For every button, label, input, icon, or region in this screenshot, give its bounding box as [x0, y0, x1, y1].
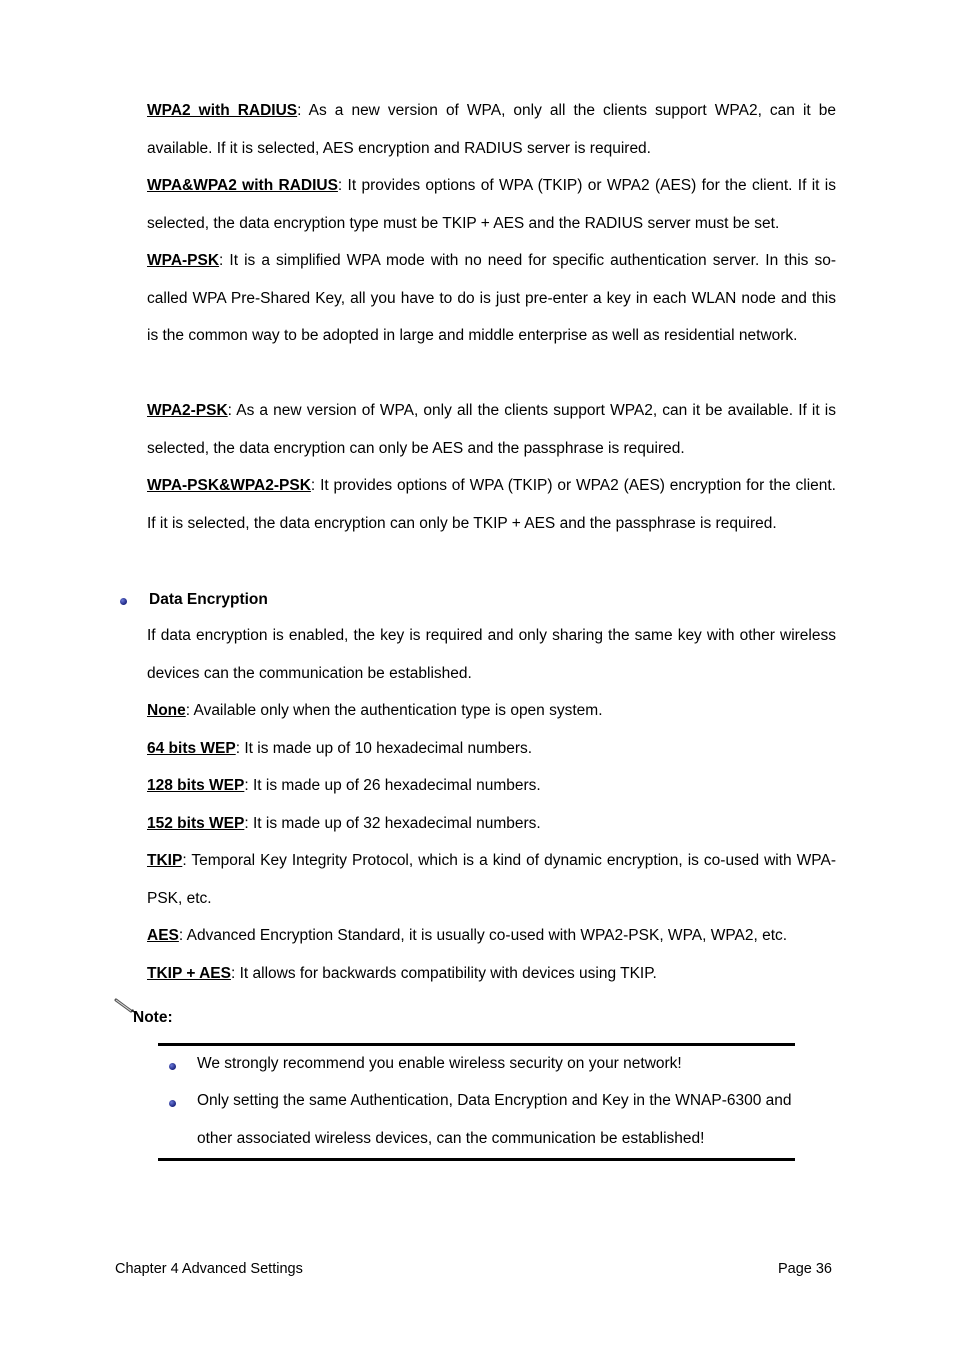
- note-item: Only setting the same Authentication, Data Encryption and Key in the WNAP-6300 and other associated wireless devices, can the communication be established!: [197, 1092, 792, 1147]
- encryption-intro: If data encryption is enabled, the key is required and only sharing the same key with other wireless devices can the communication be established.: [147, 627, 836, 682]
- desc: : It is made up of 10 hexadecimal numbers.: [235, 740, 533, 757]
- desc: : Temporal Key Integrity Protocol, which is a kind of dynamic encryption, is co-used with WPA-PSK, etc.: [147, 852, 836, 907]
- note-item: We strongly recommend you enable wireless security on your network!: [197, 1055, 682, 1072]
- term: WPA&WPA2 with RADIUS: [147, 177, 338, 194]
- enc-none: [147, 692, 836, 730]
- desc: : As a new version of WPA, only all the clients support WPA2, can it be available. If it is selected, the data encryption can only be AES and the passphrase is required.: [147, 402, 836, 457]
- desc: : It is made up of 32 hexadecimal numbers.: [244, 815, 541, 832]
- auth-wpa2-psk: [147, 392, 836, 467]
- enc-tkip-aes: [147, 955, 836, 993]
- term: TKIP + AES: [147, 965, 231, 982]
- desc: : It allows for backwards compatibility with devices using TKIP.: [231, 965, 657, 982]
- note-bottom-rule: [158, 1158, 795, 1161]
- desc: : It is made up of 26 hexadecimal numbers.: [244, 777, 541, 794]
- footer-chapter: Chapter 4 Advanced Settings: [115, 1261, 303, 1277]
- auth-wpa-psk: [147, 242, 836, 355]
- desc: : It provides options of WPA (TKIP) or WPA2 (AES) encryption for the client. If it is selected, the data encryption can only be TKIP + AES and the passphrase is required.: [147, 477, 836, 532]
- term: TKIP: [147, 852, 183, 869]
- enc-aes: [147, 917, 836, 955]
- desc: : As a new version of WPA, only all the clients support WPA2, can it be available. If it is selected, AES encryption and RADIUS server is required.: [147, 102, 836, 157]
- auth-wpa-wpa2-radius: [147, 167, 836, 242]
- term: WPA2-PSK: [147, 402, 228, 419]
- note-label: Note:: [133, 1009, 173, 1026]
- desc: : Advanced Encryption Standard, it is usually co-used with WPA2-PSK, WPA, WPA2, etc.: [178, 927, 788, 944]
- desc: : It is a simplified WPA mode with no need for specific authentication server. In this so-called WPA Pre-Shared Key, all you have to do is just pre-enter a key in each WLAN node and this is the common way to be adopted in large and middle enterprise as well as residential network.: [147, 252, 836, 344]
- bullet-icon: [120, 598, 127, 605]
- term: WPA-PSK&WPA2-PSK: [147, 477, 311, 494]
- footer-page-number: Page 36: [777, 1261, 832, 1277]
- desc: : It provides options of WPA (TKIP) or WPA2 (AES) for the client. If it is selected, the data encryption type must be TKIP + AES and the RADIUS server must be set.: [147, 177, 836, 232]
- term: 152 bits WEP: [147, 815, 245, 832]
- section-heading: Data Encryption: [149, 591, 268, 608]
- term: AES: [147, 927, 179, 944]
- enc-64-wep: [147, 730, 836, 768]
- auth-wpa-psk-wpa2-psk: [147, 467, 836, 542]
- desc: : Available only when the authentication type is open system.: [185, 702, 603, 719]
- enc-128-wep: [147, 767, 836, 805]
- term: WPA2 with RADIUS: [147, 102, 298, 119]
- term: 128 bits WEP: [147, 777, 245, 794]
- bullet-icon: [169, 1063, 176, 1070]
- bullet-icon: [169, 1100, 176, 1107]
- enc-tkip: [147, 842, 836, 917]
- term: 64 bits WEP: [147, 740, 236, 757]
- term: WPA-PSK: [147, 252, 220, 269]
- auth-wpa2-radius: [147, 92, 836, 167]
- term: None: [147, 702, 186, 719]
- enc-152-wep: [147, 805, 836, 843]
